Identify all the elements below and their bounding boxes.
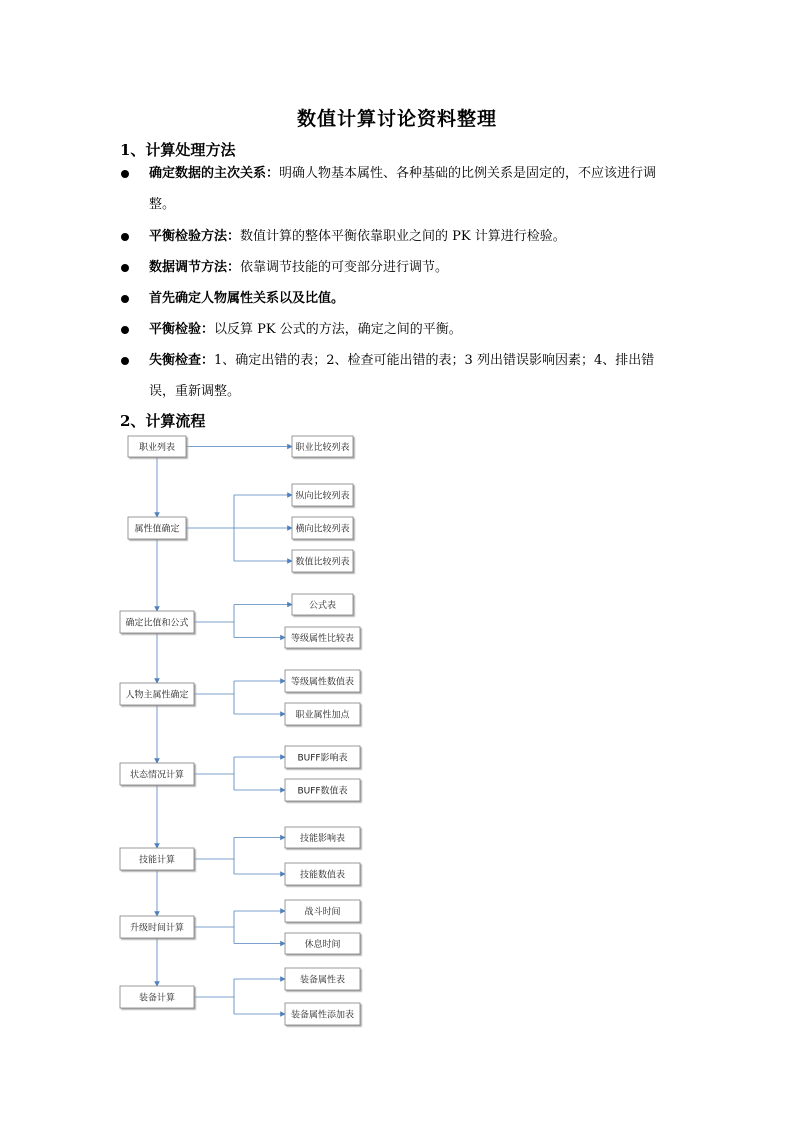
flow-output-box-label: BUFF影响表 <box>297 753 348 764</box>
flow-output-box-label: 公式表 <box>308 601 337 611</box>
bullet-key: 确定数据的主次关系： <box>149 166 280 181</box>
flow-output-box-label: 纵向比较列表 <box>295 491 350 502</box>
flow-step-box <box>128 436 186 457</box>
flow-output-box-label: 数值比较列表 <box>295 557 350 568</box>
flow-output-box <box>285 900 360 922</box>
flow-output-box <box>285 1003 360 1025</box>
flow-output-box <box>285 968 360 990</box>
bullet-key: 平衡检验： <box>149 322 215 337</box>
flow-step-box <box>120 763 194 785</box>
bullet-key: 失衡检查： <box>149 353 215 368</box>
flow-output-box <box>285 779 360 801</box>
flow-step-box <box>120 611 194 633</box>
flow-output-box <box>285 863 360 885</box>
flow-output-box <box>292 484 353 506</box>
flow-step-box-label: 升级时间计算 <box>129 923 185 934</box>
page-title: 数值计算讨论资料整理 <box>296 108 497 130</box>
flow-output-box-label: 等级属性数值表 <box>290 677 355 688</box>
bullet-text: 依靠调节技能的可变部分进行调节。 <box>240 260 449 275</box>
flow-step-box-label: 装备计算 <box>138 993 176 1004</box>
bullet-key: 平衡检验方法： <box>149 229 241 244</box>
flow-output-box-label: 职业属性加点 <box>295 710 350 721</box>
flow-step-box-label: 技能计算 <box>138 855 176 866</box>
flow-step-box <box>128 517 186 539</box>
flow-output-box <box>285 933 360 954</box>
flow-step-box-label: 确定比值和公式 <box>125 618 189 629</box>
flow-output-box <box>285 670 360 692</box>
section-heading-methods: 1、计算处理方法 <box>120 141 236 159</box>
flow-output-box-label: 横向比较列表 <box>295 524 350 535</box>
flow-output-box <box>292 594 353 615</box>
bullet-text: 1、确定出错的表；2、检查可能出错的表；3 列出错误影响因素；4、排出错误，重新调整。 <box>149 353 655 399</box>
flow-output-box-label: 休息时间 <box>304 940 341 950</box>
flow-step-box <box>120 683 194 705</box>
flow-output-box-label: 战斗时间 <box>304 907 341 918</box>
flow-output-box-label: 技能数值表 <box>299 870 346 881</box>
section-heading-flow: 2、计算流程 <box>120 412 206 430</box>
flow-step-box <box>120 916 194 938</box>
flow-step-box-label: 职业列表 <box>138 443 176 453</box>
flow-output-box-label: 装备属性表 <box>299 975 346 986</box>
flow-step-box <box>120 848 194 870</box>
flow-output-box <box>292 550 353 572</box>
flow-output-box <box>285 746 360 768</box>
flow-step-box-label: 状态情况计算 <box>129 770 185 781</box>
flow-output-box-label: BUFF数值表 <box>297 786 348 797</box>
flow-step-box-label: 属性值确定 <box>134 524 180 535</box>
flow-output-box <box>285 703 360 725</box>
flow-output-box <box>292 517 353 539</box>
flow-step-box-label: 人物主属性确定 <box>125 690 189 701</box>
flow-step-box <box>120 986 194 1008</box>
flow-output-box-label: 装备属性添加表 <box>290 1010 355 1021</box>
bullet-text: 数值计算的整体平衡依靠职业之间的 PK 计算进行检验。 <box>240 229 566 244</box>
flow-output-box-label: 等级属性比较表 <box>290 634 355 644</box>
flow-output-box-label: 技能影响表 <box>299 834 346 844</box>
bullet-key: 首先确定人物属性关系以及比值。 <box>149 291 345 306</box>
bullet-text: 以反算 PK 公式的方法，确定之间的平衡。 <box>214 322 462 337</box>
bullet-text: 明确人物基本属性、各种基础的比例关系是固定的，不应该进行调整。 <box>149 166 657 212</box>
flow-output-box-label: 职业比较列表 <box>295 443 350 453</box>
bullet-key: 数据调节方法： <box>149 260 241 275</box>
flow-output-box <box>285 827 360 848</box>
flow-output-box <box>285 627 360 648</box>
flow-output-box <box>292 436 353 457</box>
